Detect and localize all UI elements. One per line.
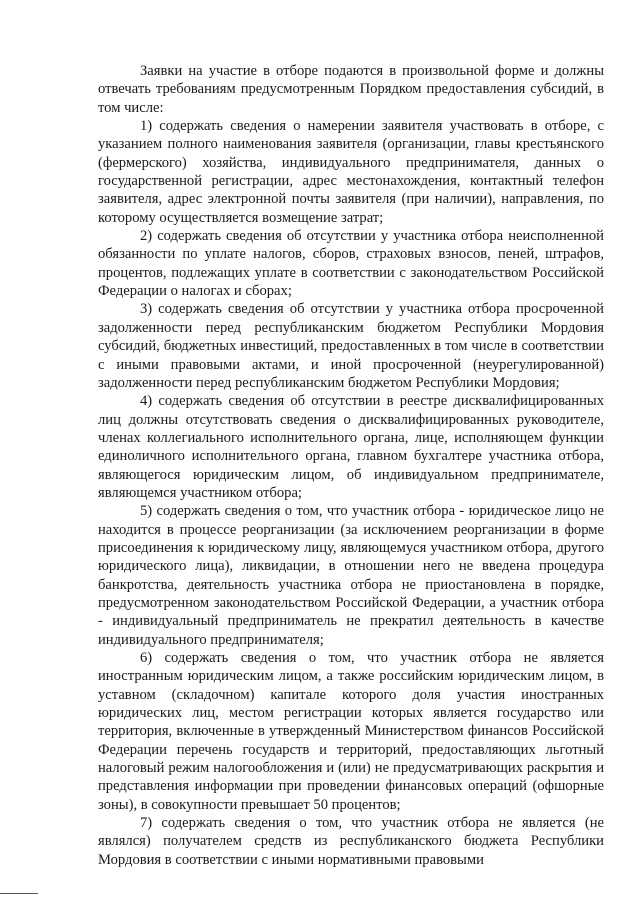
requirement-1-paragraph: 1) содержать сведения о намерении заявителя участвовать в отборе, с указанием полного наименования заявителя (организации, главы крестьянского (фермерского) хозяйства, индивидуального предпринимателя, данных о государственной регистрации, адрес местонахождения, контактный телефон заявителя, адрес электронной почты заявителя (при наличии), направления, по которому осуществляется возмещение затрат; — [98, 118, 604, 226]
document-body — [98, 62, 604, 869]
requirement-3-paragraph: 3) содержать сведения об отсутствии у участника отбора просроченной задолженности перед республиканским бюджетом Республики Мордовия субсидий, бюджетных инвестиций, предоставленных в том числе в соответствии с иными правовыми актами, и иной просроченной (неурегулированной) задолженности перед республиканским бюджетом Республики Мордовия; — [98, 301, 604, 391]
page-bottom-rule — [0, 893, 38, 894]
intro-paragraph: Заявки на участие в отборе подаются в произвольной форме и должны отвечать требованиям предусмотренным Порядком предоставления субсидий, в том числе: — [98, 63, 604, 116]
requirement-7-paragraph: 7) содержать сведения о том, что участник отбора не является (не являлся) получателем средств из республиканского бюджета Республики Мордовия в соответствии с иными нормативными правовыми — [98, 815, 604, 868]
requirement-5-paragraph: 5) содержать сведения о том, что участник отбора - юридическое лицо не находится в процессе реорганизации (за исключением реорганизации в форме присоединения к юридическому лицу, являющемуся участником отбора, другого юридического лица), ликвидации, в отношении него не введена процедура банкротства, деятельность участника отбора не приостановлена в порядке, предусмотренном законодательством Российской Федерации, а участник отбора - индивидуальный предприниматель не прекратил деятельность в качестве индивидуального предпринимателя; — [98, 503, 604, 648]
requirement-2-paragraph: 2) содержать сведения об отсутствии у участника отбора неисполненной обязанности по уплате налогов, сборов, страховых взносов, пеней, штрафов, процентов, подлежащих уплате в соответствии с законодательством Российской Федерации о налогах и сборах; — [98, 228, 604, 300]
requirement-4-paragraph: 4) содержать сведения об отсутствии в реестре дисквалифицированных лиц должны отсутствовать сведения о дисквалифицированных руководителе, членах коллегиального исполнительного органа, лице, исполняющем функции единоличного исполнительного органа, главном бухгалтере участника отбора, являющегося юридическим лицом, об индивидуальном предпринимателе, являющемся участником отбора; — [98, 393, 604, 501]
requirement-6-paragraph: 6) содержать сведения о том, что участник отбора не является иностранным юридическим лицом, а также российским юридическим лицом, в уставном (складочном) капитале которого доля участия иностранных юридических лиц, местом регистрации которых является государство или территория, включенные в утвержденный Министерством финансов Российской Федерации перечень государств и территорий, предоставляющих льготный налоговый режим налогообложения и (или) не предусматривающих раскрытия и представления информации при проведении финансовых операций (офшорные зоны), в совокупности превышает 50 процентов; — [98, 650, 604, 813]
